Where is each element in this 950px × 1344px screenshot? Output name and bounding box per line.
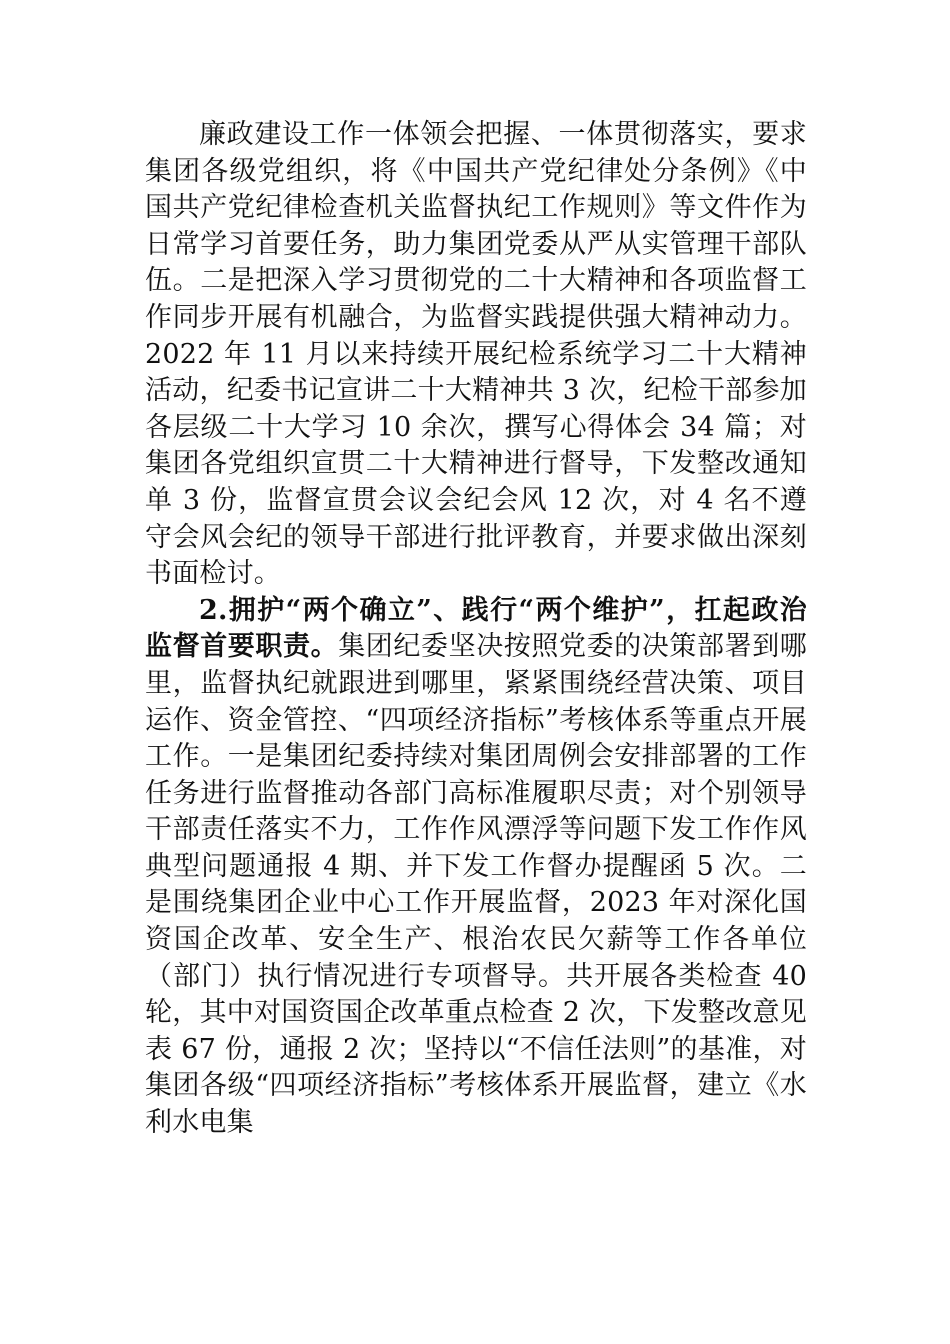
paragraph-2	[145, 593, 807, 1142]
paragraph-1	[145, 117, 807, 593]
document-body	[145, 117, 807, 1142]
paragraph-1-text: 廉政建设工作一体领会把握、一体贯彻落实，要求集团各级党组织，将《中国共产党纪律处分条例》《中国共产党纪律检查机关监督执纪工作规则》等文件作为日常学习首要任务，助力集团党委从严从实管理干部队伍。二是把深入学习贯彻党的二十大精神和各项监督工作同步开展有机融合，为监督实践提供强大精神动力。2022 年 11 月以来持续开展纪检系统学习二十大精神活动，纪委书记宣讲二十大精神共 3 次，纪检干部参加各层级二十大学习 10 余次，撰写心得体会 34 篇；对集团各党组织宣贯二十大精神进行督导，下发整改通知单 3 份，监督宣贯会议会纪会风 12 次，对 4 名不遵守会风会纪的领导干部进行批评教育，并要求做出深刻书面检讨。	[145, 119, 807, 590]
paragraph-2-text: 集团纪委坚决按照党委的决策部署到哪里，监督执纪就跟进到哪里，紧紧围绕经营决策、项目运作、资金管控、“四项经济指标”考核体系等重点开展工作。一是集团纪委持续对集团周例会安排部署的工作任务进行监督推动各部门高标准履职尽责；对个别领导干部责任落实不力，工作作风漂浮等问题下发工作作风典型问题通报 4 期、并下发工作督办提醒函 5 次。二是围绕集团企业中心工作开展监督，2023 年对深化国资国企改革、安全生产、根治农民欠薪等工作各单位（部门）执行情况进行专项督导。共开展各类检查 40 轮，其中对国资国企改革重点检查 2 次，下发整改意见表 67 份，通报 2 次；坚持以“不信任法则”的基准，对集团各级“四项经济指标”考核体系开展监督，建立《水利水电集	[145, 631, 807, 1139]
section-heading: 2.拥护“两个确立”、践行“两个维护”，扛起政治监督首要职责。	[145, 594, 807, 663]
